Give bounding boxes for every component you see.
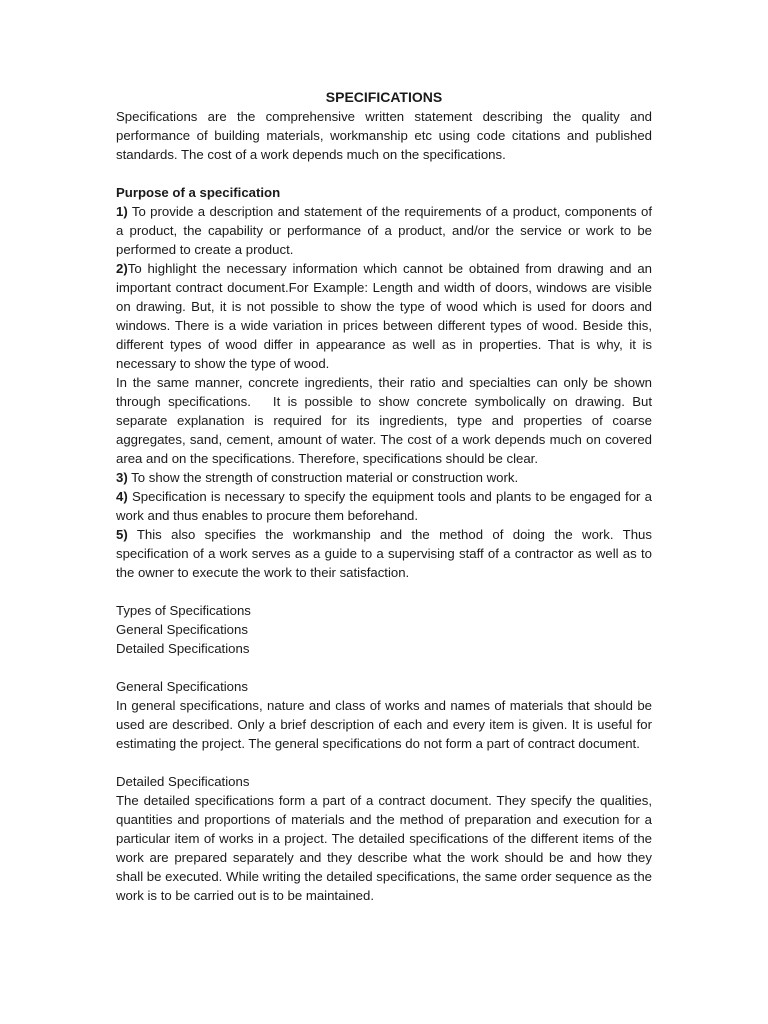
purpose-item-2 <box>116 259 652 373</box>
item-text: Specification is necessary to specify the equipment tools and plants to be engaged for a work and thus enables to procure them beforehand. <box>116 489 652 523</box>
detailed-paragraph: The detailed specifications form a part of a contract document. They specify the qualities, quantities and proportions of materials and the method of preparation and execution for a particular item of works in a project. The detailed specifications of the different items of the work are prepared separately and they describe what the work should be and how they shall be executed. While writing the detailed specifications, the same order sequence as the work is to be carried out is to be maintained. <box>116 793 652 903</box>
spacer <box>116 658 652 677</box>
item-number: 5) <box>116 527 128 542</box>
spacer <box>116 582 652 601</box>
purpose-item-4 <box>116 487 652 525</box>
spacer <box>116 164 652 183</box>
general-heading: General Specifications <box>116 679 248 694</box>
purpose-item-1 <box>116 202 652 259</box>
item-text: To show the strength of construction material or construction work. <box>127 470 519 485</box>
purpose-continuation: In the same manner, concrete ingredients, their ratio and specialties can only be shown through specifications. It is possible to show concrete symbolically on drawing. But separate explanation is required for its ingredients, type and properties of coarse aggregates, sand, cement, amount of water. The cost of a work depends much on covered area and on the specifications. Therefore, specifications should be clear. <box>116 375 656 466</box>
item-number: 1) <box>116 204 128 219</box>
general-paragraph: In general specifications, nature and class of works and names of materials that should be used are described. Only a brief description of each and every item is given. It is useful for estimating the project. The general specifications do not form a part of contract document. <box>116 698 652 751</box>
item-text: To highlight the necessary information which cannot be obtained from drawing and an important contract document.For Example: Length and width of doors, windows are visible on drawing. But, it is not possible to show the type of wood which is used for doors and windows. There is a wide variation in prices between different types of wood. Beside this, different types of wood differ in appearance as well as in properties. That is why, it is necessary to show the type of wood. <box>116 261 652 371</box>
purpose-item-3 <box>116 468 652 487</box>
item-number: 4) <box>116 489 128 504</box>
item-number: 2) <box>116 261 128 276</box>
spacer <box>116 753 652 772</box>
item-text: This also specifies the workmanship and the method of doing the work. Thus specification of a work serves as a guide to a supervising staff of a contractor as well as to the owner to execute the work to their satisfaction. <box>116 527 652 580</box>
item-text: To provide a description and statement of the requirements of a product, components of a product, the capability or performance of a product, and/or the service or work to be performed to create a product. <box>116 204 652 257</box>
types-list-item: General Specifications <box>116 622 248 637</box>
types-list-item: Detailed Specifications <box>116 641 250 656</box>
detailed-heading: Detailed Specifications <box>116 774 250 789</box>
document-page <box>116 88 656 905</box>
page-title: SPECIFICATIONS <box>325 89 443 105</box>
purpose-item-5 <box>116 525 652 582</box>
purpose-heading: Purpose of a specification <box>116 185 281 200</box>
intro-paragraph: Specifications are the comprehensive written statement describing the quality and performance of building materials, workmanship etc using code citations and published standards. The cost of a work depends much on the specifications. <box>116 109 652 162</box>
item-number: 3) <box>116 470 128 485</box>
types-heading: Types of Specifications <box>116 603 251 618</box>
